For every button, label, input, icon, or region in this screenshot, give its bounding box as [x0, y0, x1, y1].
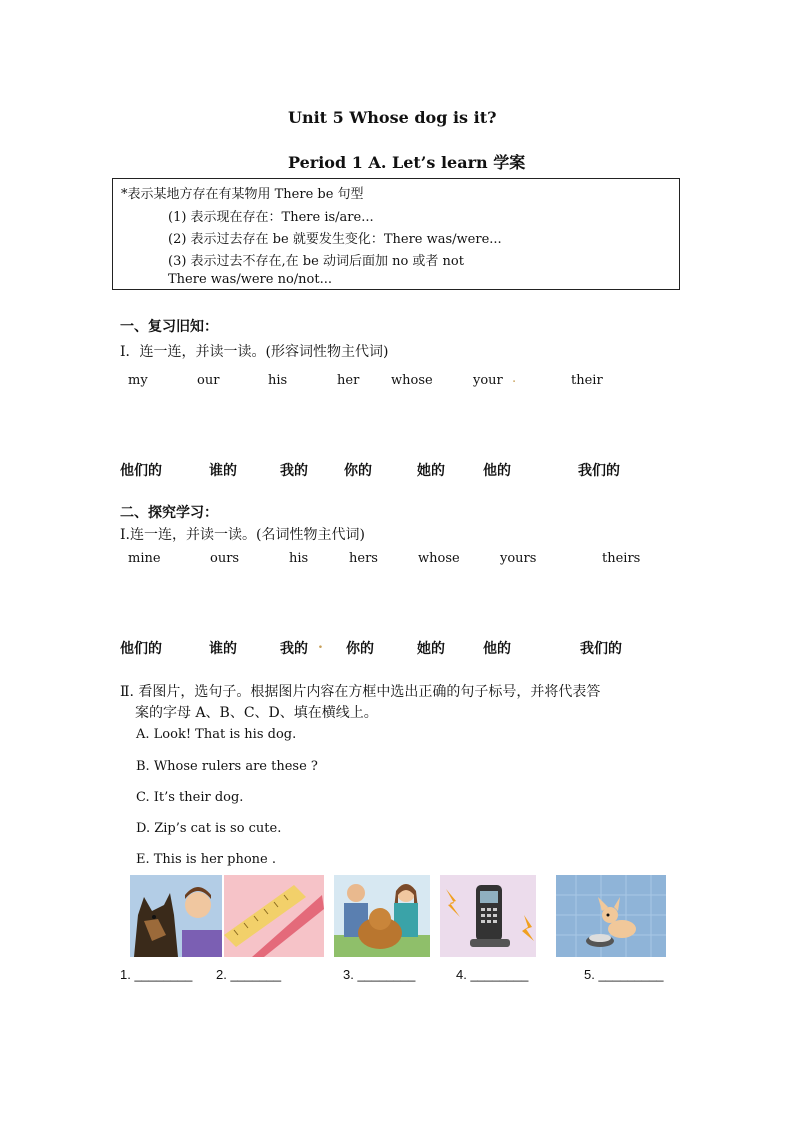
chinese-item: 谁的: [209, 463, 237, 479]
picture-boy-with-dog: [130, 875, 222, 957]
chinese-item: 你的: [344, 463, 372, 479]
picture-puppy: [556, 875, 666, 957]
word-item: her: [337, 373, 360, 388]
chinese-item: 他的: [483, 463, 511, 479]
option-b: B. Whose rulers are these ?: [136, 759, 318, 774]
note-line-1: *表示某地方存在有某物用 There be 句型: [121, 187, 364, 202]
picture-couple-with-dog: [334, 875, 430, 957]
section1-task: Ⅰ．连一连，并读一读。(形容词性物主代词): [120, 344, 389, 360]
option-c: C. It’s their dog.: [136, 790, 244, 805]
picture-phone: [440, 875, 536, 957]
section3-task-line2: 案的字母 A、B、C、D、填在横线上。: [135, 705, 378, 721]
word-item: his: [268, 373, 288, 388]
word-item: his: [289, 551, 309, 566]
word-item: hers: [349, 551, 378, 566]
word-item: yours: [500, 551, 537, 566]
option-a: A. Look! That is his dog.: [136, 727, 297, 742]
chinese-item: 我们的: [580, 641, 622, 657]
decorative-dot: .: [318, 636, 323, 652]
option-d: D. Zip’s cat is so cute.: [136, 821, 282, 836]
chinese-item: 他们的: [120, 641, 162, 657]
option-e: E. This is her phone .: [136, 852, 276, 867]
note-line-5: There was/were no/not...: [168, 272, 332, 287]
answer-blank-3[interactable]: 3. ________: [343, 967, 416, 982]
section2-heading: 二、探究学习：: [120, 505, 218, 521]
grammar-note-box: [112, 178, 680, 290]
word-item: mine: [128, 551, 161, 566]
word-item: theirs: [602, 551, 641, 566]
chinese-item: 他们的: [120, 463, 162, 479]
chinese-item: 她的: [417, 641, 445, 657]
chinese-item: 谁的: [209, 641, 237, 657]
word-item: our: [197, 373, 220, 388]
chinese-item: 你的: [346, 641, 374, 657]
note-line-4: (3) 表示过去不存在,在 be 动词后面加 no 或者 not: [168, 254, 464, 269]
page-subtitle: Period 1 A. Let’s learn 学案: [288, 153, 526, 172]
section1-heading: 一、复习旧知：: [120, 319, 218, 335]
chinese-item: 我的: [280, 463, 308, 479]
decorative-dot: .: [512, 371, 517, 386]
word-item: my: [128, 373, 148, 388]
chinese-item: 我们的: [578, 463, 620, 479]
answer-blank-5[interactable]: 5. _________: [584, 967, 664, 982]
page-title: Unit 5 Whose dog is it?: [288, 108, 497, 127]
answer-blank-4[interactable]: 4. ________: [456, 967, 529, 982]
picture-rulers: [224, 875, 324, 957]
chinese-item: 我的: [280, 641, 308, 657]
answer-blank-1[interactable]: 1. ________: [120, 967, 193, 982]
chinese-item: 他的: [483, 641, 511, 657]
answer-blank-2[interactable]: 2. _______: [216, 967, 282, 982]
section3-task-line1: Ⅱ. 看图片，选句子。根据图片内容在方框中选出正确的句子标号，并将代表答: [120, 684, 601, 700]
word-item: their: [571, 373, 603, 388]
word-item: your: [473, 373, 503, 388]
note-line-2: (1) 表示现在存在：There is/are...: [168, 210, 374, 225]
section2-task: Ⅰ.连一连，并读一读。(名词性物主代词): [120, 527, 365, 543]
chinese-item: 她的: [417, 463, 445, 479]
word-item: whose: [418, 551, 460, 566]
word-item: whose: [391, 373, 433, 388]
note-line-3: (2) 表示过去存在 be 就要发生变化：There was/were...: [168, 232, 502, 247]
word-item: ours: [210, 551, 240, 566]
